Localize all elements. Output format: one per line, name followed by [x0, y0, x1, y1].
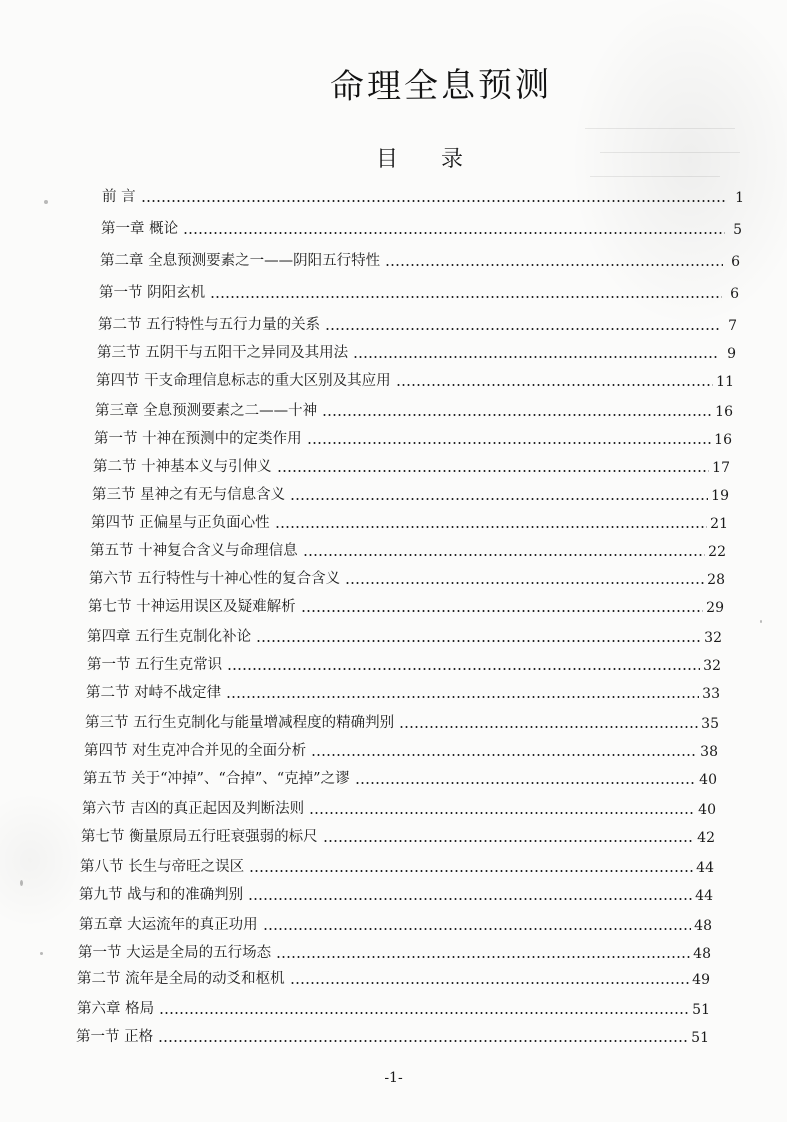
toc-entry-label: 第二节 五行特性与五行力量的关系 — [98, 317, 321, 333]
toc-entry[interactable] — [82, 798, 716, 818]
toc-entry-page: 42 — [697, 830, 715, 846]
toc-entry-label: 第一节 阴阳玄机 — [99, 285, 206, 301]
toc-entry-label: 第六节 五行特性与十神心性的复合含义 — [89, 571, 341, 587]
toc-entry-label: 第三节 五行生克制化与能量增减程度的精确判别 — [85, 715, 395, 731]
dot-leader — [141, 200, 727, 202]
toc-entry-page: 7 — [728, 318, 737, 334]
toc-entry[interactable] — [77, 968, 710, 988]
toc-entry-label: 第一节 大运是全局的五行场态 — [78, 945, 272, 961]
toc-entry[interactable] — [88, 596, 724, 616]
toc-entry[interactable] — [89, 568, 725, 588]
toc-entry-label: 第六节 吉凶的真正起因及判断法则 — [82, 801, 305, 817]
toc-entry[interactable] — [100, 250, 740, 270]
document-title: 命理全息预测 — [329, 64, 553, 108]
toc-entry-page: 51 — [692, 1002, 710, 1018]
toc-entry[interactable] — [91, 512, 728, 532]
toc-entry-page: 28 — [707, 572, 725, 588]
toc-entry-label: 第一节 十神在预测中的定类作用 — [94, 431, 302, 447]
toc-entry-page: 16 — [715, 404, 733, 420]
toc-entry-page: 40 — [699, 772, 717, 788]
toc-entry-page: 11 — [716, 374, 734, 390]
toc-entry-label: 第二节 流年是全局的动爻和枢机 — [77, 971, 285, 987]
page-number: -1- — [384, 1070, 403, 1086]
toc-entry-label: 第六章 格局 — [77, 1001, 155, 1017]
dot-leader — [276, 956, 690, 958]
toc-entry-label: 第四节 对生克冲合并见的全面分析 — [84, 743, 307, 759]
toc-entry[interactable] — [102, 186, 744, 206]
toc-entry-page: 22 — [708, 544, 726, 560]
toc-entry-label: 第四章 五行生克制化补论 — [87, 629, 252, 645]
toc-entry[interactable] — [76, 1026, 709, 1046]
toc-entry[interactable] — [97, 342, 736, 362]
toc-entry-label: 第九节 战与和的准确判别 — [79, 887, 244, 903]
dot-leader — [399, 726, 698, 728]
toc-entry-page: 21 — [710, 516, 728, 532]
toc-entry[interactable] — [94, 428, 732, 448]
toc-entry[interactable] — [83, 768, 717, 788]
dot-leader — [353, 356, 719, 358]
toc-entry-page: 29 — [706, 600, 724, 616]
dot-leader — [311, 754, 697, 756]
toc-entry-label: 第二章 全息预测要素之一——阴阳五行特性 — [100, 253, 381, 269]
toc-entry[interactable] — [81, 826, 715, 846]
toc-entry-page: 6 — [731, 254, 740, 270]
toc-entry[interactable] — [98, 314, 737, 334]
dot-leader — [275, 526, 708, 528]
dot-leader — [355, 782, 697, 784]
toc-entry-page: 19 — [711, 488, 729, 504]
toc-entry-label: 第五章 大运流年的真正功用 — [79, 917, 258, 933]
toc-entry-page: 40 — [698, 802, 716, 818]
toc-entry[interactable] — [80, 856, 714, 876]
toc-entry-label: 第一章 概论 — [101, 221, 179, 237]
dot-leader — [249, 870, 693, 872]
toc-entry-label: 第四节 干支命理信息标志的重大区别及其应用 — [96, 373, 391, 389]
dot-leader — [322, 414, 712, 416]
toc-entry[interactable] — [85, 712, 719, 732]
toc-entry-label: 第五节 十神复合含义与命理信息 — [90, 543, 298, 559]
toc-entry-page: 44 — [696, 860, 714, 876]
dot-leader — [385, 264, 723, 266]
toc-entry-label: 第三节 五阴干与五阳干之异同及其用法 — [97, 345, 349, 361]
toc-entry-label: 第一节 五行生克常识 — [87, 657, 223, 673]
toc-entry-page: 6 — [730, 286, 739, 302]
toc-entry[interactable] — [96, 370, 734, 390]
toc-entry-page: 33 — [702, 686, 720, 702]
dot-leader — [248, 898, 692, 900]
toc-entry-page: 44 — [695, 888, 713, 904]
toc-entry-page: 48 — [694, 918, 712, 934]
toc-entry[interactable] — [79, 914, 712, 934]
dot-leader — [309, 812, 695, 814]
toc-entry-label: 第二节 对峙不战定律 — [86, 685, 222, 701]
dot-leader — [345, 582, 704, 584]
toc-entry[interactable] — [90, 540, 726, 560]
toc-entry-label: 第二节 十神基本义与引伸义 — [93, 459, 272, 475]
toc-entry-page: 51 — [691, 1030, 709, 1046]
toc-entry-label: 第八节 长生与帝旺之误区 — [80, 859, 245, 875]
toc-entry-page: 9 — [727, 346, 736, 362]
toc-entry[interactable] — [95, 400, 733, 420]
toc-entry-page: 32 — [703, 658, 721, 674]
dot-leader — [159, 1012, 689, 1014]
toc-entry[interactable] — [101, 218, 742, 238]
dot-leader — [183, 232, 725, 234]
toc-entry-label: 第七节 衡量原局五行旺衰强弱的标尺 — [81, 829, 318, 845]
toc-entry-label: 第七节 十神运用误区及疑难解析 — [88, 599, 296, 615]
dot-leader — [210, 296, 722, 298]
toc-entry-label: 第五节 关于“冲掉”、“合掉”、“克掉”之谬 — [83, 771, 350, 787]
toc-entry-page: 49 — [692, 972, 710, 988]
dot-leader — [158, 1040, 688, 1042]
toc-entry[interactable] — [93, 456, 730, 476]
dot-leader — [290, 498, 708, 500]
toc-entry-page: 17 — [712, 460, 730, 476]
toc-heading: 目 录 — [376, 147, 481, 172]
toc-entry[interactable] — [86, 682, 720, 702]
toc-entry-page: 38 — [700, 744, 718, 760]
dot-leader — [277, 470, 710, 472]
toc-entry-label: 第三章 全息预测要素之二——十神 — [95, 403, 318, 419]
toc-entry[interactable] — [92, 484, 729, 504]
toc-entry[interactable] — [77, 998, 710, 1018]
toc-entry[interactable] — [84, 740, 718, 760]
toc-entry-page: 1 — [735, 190, 744, 206]
toc-entry-page: 48 — [693, 946, 711, 962]
toc-entry-label: 第四节 正偏星与正负面心性 — [91, 515, 270, 531]
dot-leader — [256, 640, 701, 642]
toc-entry[interactable] — [99, 282, 739, 302]
dot-leader — [323, 840, 695, 842]
dot-leader — [303, 554, 706, 556]
toc-entry-page: 16 — [714, 432, 732, 448]
dot-leader — [263, 928, 692, 930]
dot-leader — [290, 982, 690, 984]
toc-entry-page: 5 — [733, 222, 742, 238]
toc-entry-label: 前 言 — [102, 189, 136, 205]
toc-entry[interactable] — [87, 626, 722, 646]
toc-entry[interactable] — [79, 884, 713, 904]
toc-entry[interactable] — [87, 654, 721, 674]
dot-leader — [396, 384, 714, 386]
dot-leader — [227, 668, 700, 670]
dot-leader — [307, 442, 712, 444]
dot-leader — [325, 328, 720, 330]
toc-entry-page: 32 — [704, 630, 722, 646]
toc-entry[interactable] — [78, 942, 711, 962]
toc-entry-label: 第三节 星神之有无与信息含义 — [92, 487, 286, 503]
dot-leader — [301, 610, 704, 612]
dot-leader — [226, 696, 699, 698]
toc-entry-label: 第一节 正格 — [76, 1029, 154, 1045]
toc-entry-page: 35 — [701, 716, 719, 732]
